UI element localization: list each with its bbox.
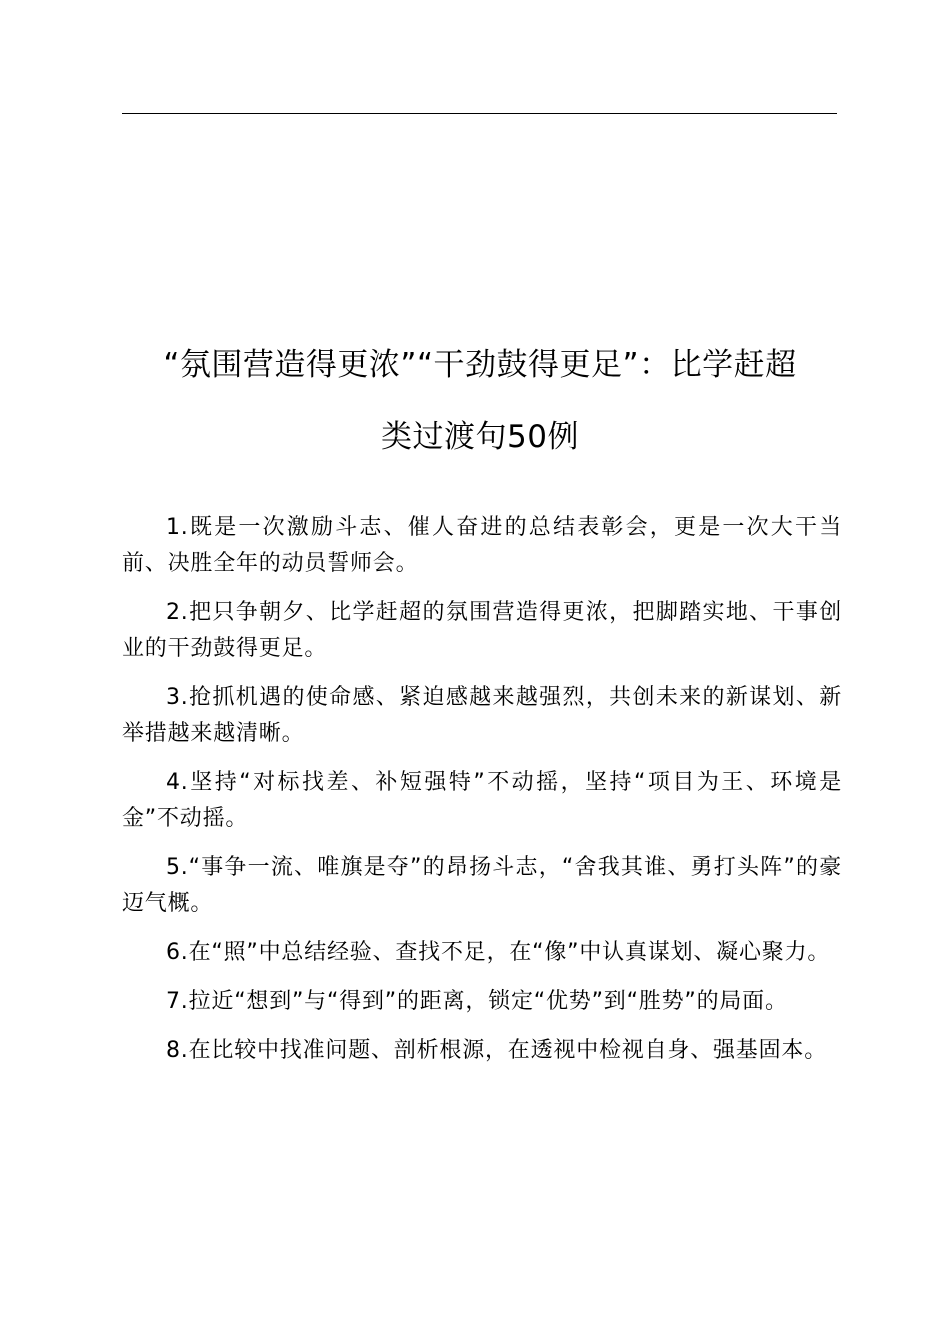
document-title bbox=[110, 329, 850, 473]
paragraph-4: 4.坚持“对标找差、补短强特”不动摇，坚持“项目为王、环境是金”不动摇。 bbox=[122, 770, 842, 831]
document-body bbox=[122, 510, 842, 1082]
paragraph-8: 8.在比较中找准问题、剖析根源，在透视中检视自身、强基固本。 bbox=[166, 1038, 827, 1063]
paragraph-5: 5.“事争一流、唯旗是夺”的昂扬斗志，“舍我其谁、勇打头阵”的豪迈气概。 bbox=[122, 855, 842, 916]
paragraph-1: 1.既是一次激励斗志、催人奋进的总结表彰会，更是一次大干当前、决胜全年的动员誓师会。 bbox=[122, 515, 842, 576]
paragraph-3: 3.抢抓机遇的使命感、紧迫感越来越强烈，共创未来的新谋划、新举措越来越清晰。 bbox=[122, 685, 842, 746]
paragraph-6: 6.在“照”中总结经验、查找不足，在“像”中认真谋划、凝心聚力。 bbox=[166, 940, 831, 965]
paragraph-7: 7.拉近“想到”与“得到”的距离，锁定“优势”到“胜势”的局面。 bbox=[166, 989, 788, 1014]
title-line-1: “氛围营造得更浓”“干劲鼓得更足”：比学赶超 bbox=[163, 346, 797, 383]
paragraph-2: 2.把只争朝夕、比学赶超的氛围营造得更浓，把脚踏实地、干事创业的干劲鼓得更足。 bbox=[122, 600, 842, 661]
header-rule bbox=[122, 113, 837, 114]
title-line-2: 类过渡句50例 bbox=[381, 418, 579, 455]
